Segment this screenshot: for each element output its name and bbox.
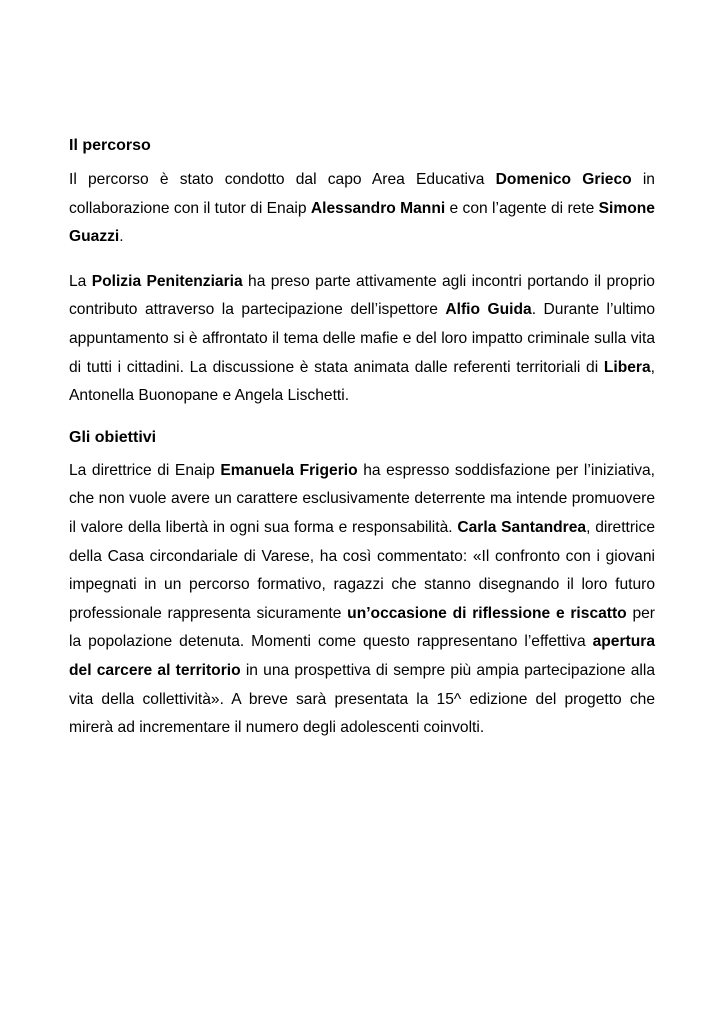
text-run: La direttrice di Enaip [69, 461, 221, 479]
document-page [69, 133, 655, 743]
text-run: , Antonella Buonopane e Angela Lischetti. [69, 358, 655, 405]
text-run: in una prospettiva di sempre più ampia partecipazione alla vita della collettività». A breve sarà presentata la 15^ edizione del progetto che mirerà ad incrementare il numero degli adolescenti coinvolti. [69, 661, 655, 737]
bold-text-run: Libera [603, 358, 651, 376]
paragraph-polizia-penitenziaria [69, 268, 655, 411]
text-run: ha preso parte attivamente agli incontri portando il proprio contributo attraverso la partecipazione dell’ispettore [69, 272, 655, 319]
bold-text-run: Polizia Penitenziaria [91, 272, 243, 290]
text-run: . [119, 228, 124, 246]
text-run: , direttrice della Casa circondariale di Varese, ha così commentato: «Il confronto con i giovani impegnati in un percorso formativo, ragazzi che stanno disegnando il loro futuro professionale rappresenta sicuramente [69, 518, 655, 622]
text-run: . Durante l’ultimo appuntamento si è affrontato il tema delle mafie e del loro impatto criminale sulla vita di tutti i cittadini. La discussione è stata animata dalle referenti territoriali di [69, 301, 656, 376]
paragraph-percorso-conduzione [69, 166, 655, 252]
section-heading-percorso: Il percorso [69, 137, 151, 154]
section-heading-obiettivi: Gli obiettivi [69, 428, 157, 446]
text-run: ha espresso soddisfazione per l’iniziativa, che non vuole avere un carattere esclusivamente deterrente ma intende promuovere il valore della libertà in ogni sua forma e responsabilità. [69, 461, 655, 536]
bold-text-run: Emanuela Frigerio [220, 461, 358, 479]
bold-text-run: un’occasione di riflessione e riscatto [347, 604, 627, 622]
text-run: Il percorso è stato condotto dal capo Area Educativa [69, 171, 496, 188]
bold-text-run: Simone Guazzi [69, 199, 655, 246]
bold-text-run: Domenico Grieco [495, 171, 632, 188]
bold-text-run: Alfio Guida [445, 301, 532, 319]
text-run: La [69, 272, 92, 290]
paragraph-obiettivi [69, 457, 655, 743]
text-run: in collaborazione con il tutor di Enaip [69, 171, 655, 217]
bold-text-run: Carla Santandrea [457, 518, 587, 536]
text-run: e con l’agente di rete [445, 199, 599, 217]
bold-text-run: apertura del carcere al territorio [69, 633, 655, 679]
bold-text-run: Alessandro Manni [310, 199, 446, 217]
text-run: per la popolazione detenuta. Momenti come questo rappresentano l’effettiva [69, 604, 655, 651]
